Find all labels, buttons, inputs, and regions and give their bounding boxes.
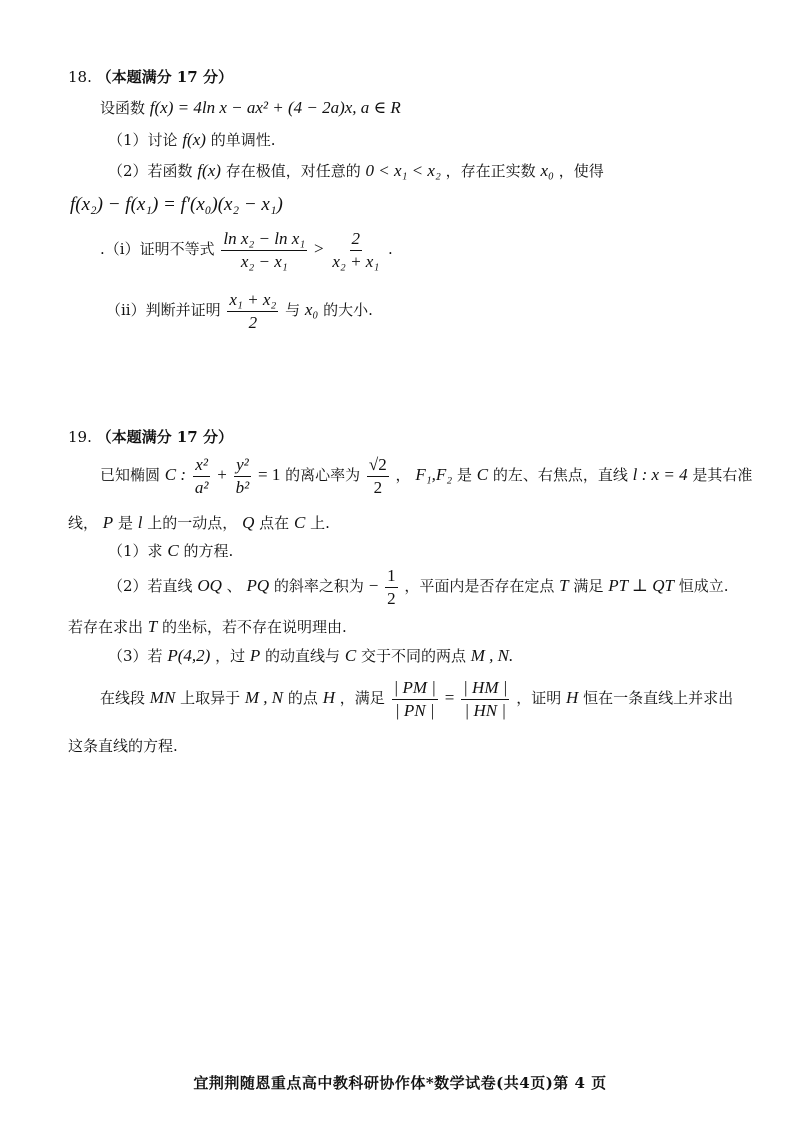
q18-sub-i-gt: > (313, 239, 324, 259)
q19-line2-e: 上. (310, 514, 330, 532)
q19-part3-pp: P (249, 646, 261, 665)
q19-part3 (108, 645, 513, 666)
q19-part1-b: 的方程. (183, 542, 234, 560)
q19-part3-line2-mn: MN (149, 688, 176, 708)
q18-mean-value-formula: f(x₂) − f(x₁) = f′(x₀)(x₂ − x₁) (70, 194, 283, 215)
q19-a2: a² (194, 477, 209, 497)
q19-part3-line2-h2: H (566, 688, 579, 708)
q18-part2-ineq: 0 < x₁ < x₂ (365, 161, 441, 180)
q19-foci-comma: ， (395, 466, 411, 485)
q18-part1-label: （1）讨论 (108, 131, 178, 149)
q18-sub-ii-end: 的大小. (323, 301, 373, 320)
q19-ecc-text: 的离心率为 (285, 466, 361, 485)
q19-part3-line3-text: 这条直线的方程. (68, 737, 178, 755)
q18-intro: 设函数 (100, 99, 146, 117)
q18-score: （本题满分 17 分） (96, 68, 233, 86)
q18-part2-fx: f(x) (197, 161, 221, 180)
q19-part3-line2-a: 在线段 (100, 689, 146, 708)
q19-part2-line2-t: T (147, 617, 158, 636)
q19-hn: | HN | (464, 700, 506, 720)
q19-part2-t: T (559, 576, 569, 596)
q19-part3-line2-c: 的点 (287, 689, 318, 708)
q19-foci: F₁,F₂ (415, 465, 453, 485)
q19-part2-two: 2 (387, 588, 396, 608)
q19-line2-p: P (102, 513, 114, 532)
q19-part3-line2-d: ，满足 (339, 689, 385, 708)
q19-part2-line2-b: 的坐标，若不存在说明理由. (162, 618, 347, 636)
q19-foci-text-c: 的左、右焦点，直线 (492, 466, 628, 485)
q19-pn: | PN | (394, 700, 435, 720)
q18-part2-text-b: ，存在正实数 (445, 162, 536, 180)
q18-sub-i-lhs-fraction (221, 229, 307, 271)
q19-part3-line2-b: 上取异于 (180, 689, 241, 708)
q19-header (68, 426, 233, 447)
q19-part2-line2 (68, 616, 347, 637)
q19-part3-line3 (68, 735, 178, 756)
q18-part2 (108, 160, 604, 181)
q18-part2-text-a: 存在极值，对任意的 (225, 162, 361, 180)
q19-part3-d: 交于不同的两点 (360, 647, 466, 665)
q18-part2-x0: x₀ (540, 161, 554, 180)
page-footer (0, 1072, 800, 1093)
q19-foci-text-b: 是 (456, 466, 472, 485)
q18-header (68, 66, 233, 87)
q19-part3-a: （3）若 (108, 647, 163, 665)
q18-sub-i (100, 229, 393, 271)
q18-sub-ii-fraction (227, 290, 278, 332)
q19-ratio-eq: = (444, 688, 455, 708)
q19-eq-one: = 1 (257, 465, 281, 485)
q19-part3-line2-mn2: M , N (244, 688, 284, 708)
q19-line2-b: 是 (117, 514, 133, 532)
q19-part1 (108, 540, 233, 561)
q19-line2-d: 点在 (259, 514, 290, 532)
q19-x2: x² (193, 455, 210, 477)
q19-part2-neg: − (368, 576, 379, 596)
q19-part3-line2-e: ，证明 (516, 689, 562, 708)
q19-score: （本题满分 17 分） (96, 428, 233, 446)
q19-part2-f: 恒成立. (678, 577, 729, 596)
q19-ellipse-line (100, 455, 752, 497)
q18-sub-i-label: .（i）证明不等式 (100, 240, 215, 259)
q19-part3-mn: M , N. (470, 646, 514, 665)
q18-sub-ii-mid: 与 (285, 301, 301, 320)
q19-line2-cc: C (293, 513, 306, 532)
q19-ecc-den: 2 (373, 477, 383, 497)
q19-part2-perp: PT ⊥ QT (608, 576, 674, 596)
q19-foci-text-d: 是其右准 (692, 466, 753, 485)
q19-part2-c: 的斜率之积为 (273, 577, 364, 596)
q18-part1 (108, 129, 275, 150)
q19-line2-l: l (137, 513, 143, 532)
q19-pm-pn-fraction (392, 678, 438, 720)
q19-part2-d: ，平面内是否存在定点 (404, 577, 555, 596)
q18-sub-ii-denominator: 2 (248, 312, 258, 332)
q19-line2-c: 上的一动点， (147, 514, 238, 532)
q19-y2: y² (234, 455, 251, 477)
q18-function-def: f(x) = 4ln x − ax² + (4 − 2a)x, a ∈ R (149, 98, 401, 117)
q19-part2-line2-a: 若存在求出 (68, 618, 144, 636)
q19-x-fraction (193, 455, 211, 497)
q18-part2-text-c: ，使得 (558, 162, 604, 180)
q19-part3-line2-f: 恒在一条直线上并求出 (583, 689, 734, 708)
q19-part3-line2-h: H (322, 688, 335, 708)
q19-part2-e: 满足 (573, 577, 604, 596)
q18-mean-value-eq (70, 194, 283, 216)
q19-b2: b² (235, 477, 250, 497)
q19-part3-b: ，过 (215, 647, 246, 665)
q18-part2-label: （2）若函数 (108, 162, 193, 180)
q19-line2 (68, 512, 330, 533)
q19-hm: | HM | (461, 678, 509, 700)
q19-ecc-fraction (367, 455, 389, 497)
q18-number: 18. (68, 68, 92, 86)
q19-sqrt2: √2 (367, 455, 389, 477)
q19-intro: 已知椭圆 (100, 466, 161, 485)
q19-ellipse-c: C : (164, 465, 187, 485)
q19-y-fraction (234, 455, 252, 497)
q19-line2-q: Q (242, 513, 255, 532)
q18-sub-i-numerator: ln x₂ − ln x₁ (221, 229, 307, 251)
q19-part2-fraction (385, 566, 398, 608)
q18-sub-i-end: . (388, 240, 393, 259)
q19-part2-pq: PQ (246, 576, 270, 596)
q18-sub-i-rhs-denominator: x₂ + x₁ (332, 251, 380, 271)
q19-part2-one: 1 (385, 566, 398, 588)
q19-part2-oq: OQ (197, 576, 222, 596)
q18-sub-i-rhs-fraction (330, 229, 381, 271)
q19-part3-cc: C (344, 646, 357, 665)
q19-part3-c: 的动直线与 (265, 647, 341, 665)
q18-sub-i-denominator: x₂ − x₁ (240, 251, 288, 271)
q18-part1-fx: f(x) (182, 130, 206, 149)
page-footer-text: 宜荆荆随恩重点高中教科研协作体*数学试卷(共4页)第 4 页 (193, 1074, 607, 1092)
q19-part2 (108, 566, 729, 608)
q19-part2-b: 、 (226, 577, 242, 596)
q19-part1-a: （1）求 (108, 542, 163, 560)
q19-line2-a: 线， (68, 514, 99, 532)
q19-foci-c: C (476, 465, 489, 485)
q19-pm: | PM | (392, 678, 438, 700)
q19-part2-a: （2）若直线 (108, 577, 193, 596)
q18-sub-ii-x0: x₀ (304, 300, 319, 320)
q19-part3-line2 (100, 678, 733, 720)
q18-sub-ii-label: （ii）判断并证明 (106, 301, 221, 320)
q18-sub-ii-numerator: x₁ + x₂ (227, 290, 278, 312)
q19-hm-hn-fraction (461, 678, 509, 720)
q19-part3-p: P(4,2) (167, 646, 211, 665)
q18-function-line (100, 97, 401, 118)
q19-part1-c: C (167, 541, 179, 560)
q18-sub-i-rhs-numerator: 2 (350, 229, 363, 251)
q18-sub-ii (106, 290, 373, 332)
q18-part1-text: 的单调性. (210, 131, 276, 149)
q19-number: 19. (68, 428, 92, 446)
q19-plus: + (217, 465, 227, 485)
q19-line-l: l : x = 4 (632, 465, 688, 485)
